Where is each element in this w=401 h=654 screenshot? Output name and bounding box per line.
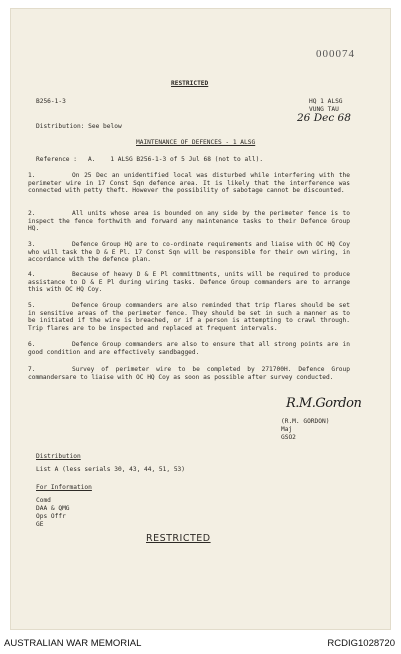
document-number-stamp: 000074 <box>316 48 355 60</box>
subject-heading: MAINTENANCE OF DEFENCES - 1 ALSG <box>136 139 256 146</box>
distribution-heading: Distribution <box>36 453 81 460</box>
paragraph-number: 3. <box>28 241 36 248</box>
information-item: DAA & QMG <box>36 505 70 512</box>
signatory-rank: Maj <box>281 426 293 433</box>
hq-line-1: HQ 1 ALSG <box>309 98 343 105</box>
paragraph-2: All units whose area is bounded on any side by the perimeter fence is to inspect the fence forthwith and forward any maintenance tasks to their Defence Group HQ. <box>28 210 350 233</box>
paragraph-number: 6. <box>28 341 36 348</box>
information-item: Comd <box>36 497 51 504</box>
signatory-name: (R.M. GORDON) <box>281 418 330 425</box>
reference-label: Reference : <box>36 156 77 163</box>
archive-footer <box>0 634 401 654</box>
classification-bottom: RESTRICTED <box>146 533 211 544</box>
paragraph-number: 2. <box>28 210 36 217</box>
signatory-role: GSO2 <box>281 434 296 441</box>
paragraph-7: Survey of perimeter wire to be completed by 271700H. Defence Group commandersare to liaise with OC HQ Coy as soon as possible after survey conducted. <box>28 366 350 381</box>
information-item: Ops Offr <box>36 513 66 520</box>
file-reference: B256-1-3 <box>36 98 66 105</box>
reference-text: A. 1 ALSG B256-1-3 of 5 Jul 68 (not to all). <box>88 156 264 163</box>
distribution-list: List A (less serials 30, 43, 44, 51, 53) <box>36 466 186 473</box>
paragraph-6: Defence Group commanders are also to ensure that all strong points are in good condition and are effectively sandbagged. <box>28 341 350 356</box>
paragraph-number: 4. <box>28 271 36 278</box>
footer-record-id: RCDIG1028720 <box>327 638 395 649</box>
paragraph-number: 7. <box>28 366 36 373</box>
hq-line-2: VUNG TAU <box>309 106 339 113</box>
distribution-line: Distribution: See below <box>36 123 122 130</box>
information-heading: For Information <box>36 484 92 491</box>
paragraph-number: 1. <box>28 172 36 179</box>
paragraph-3: Defence Group HQ are to co-ordinate requirements and liaise with OC HQ Coy who will task the D & E Pl. 17 Const Sqn will be responsible for their own wiring, in accordance with the defence plan. <box>28 241 350 264</box>
paragraph-number: 5. <box>28 302 36 309</box>
handwritten-date: 26 Dec 68 <box>297 112 351 124</box>
signature: R.M.Gordon <box>286 396 362 411</box>
classification-top: RESTRICTED <box>171 80 209 87</box>
footer-archive-name: AUSTRALIAN WAR MEMORIAL <box>4 638 142 649</box>
paragraph-4: Because of heavy D & E Pl committments, units will be required to produce assistance to D & E Pl during wiring tasks. Defence Group commanders are to arrange this with OC HQ Coy. <box>28 271 350 294</box>
paragraph-5: Defence Group commanders are also reminded that trip flares should be set in sensitive areas of the perimeter fence. They should be set in such a manner as to be initiated if the wire is breached, or if a person is attempting to crawl through. Trip flares are to be inspected and replaced at frequent intervals. <box>28 302 350 332</box>
information-item: GE <box>36 521 44 528</box>
paragraph-1: On 25 Dec an unidentified local was disturbed while interfering with the perimeter wire in 17 Const Sqn defence area. It is likely that the interference was connected with petty theft. However the possibility of sabotage cannot be discounted. <box>28 172 350 195</box>
